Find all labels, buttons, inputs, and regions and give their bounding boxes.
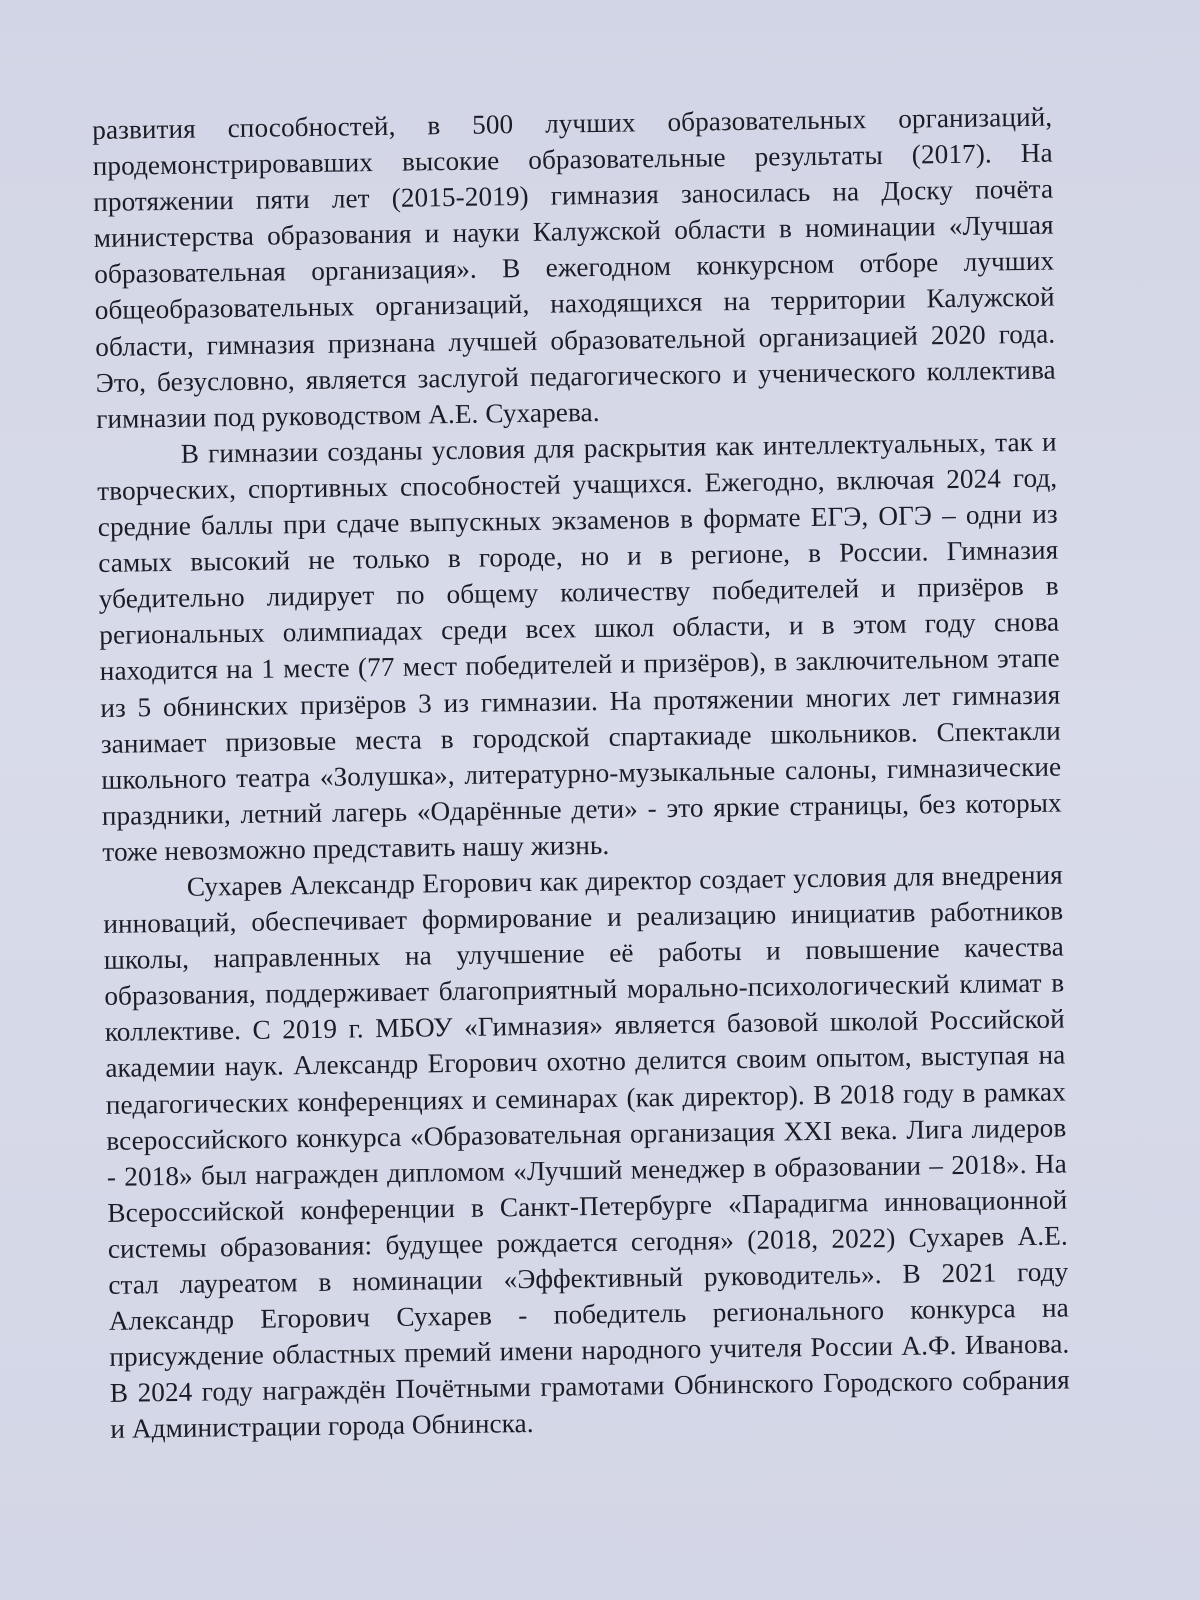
paragraph-conditions: В гимназии созданы условия для раскрытия как интеллектуальных, так и творческих, спортивных способностей учащихся. Ежегодно, включая 2024 год, средние баллы при сдаче выпускных экзаменов в формате ЕГЭ, ОГЭ – одни из самых высокий не только в городе, но и в регионе, в России. Гимназия убедительно лидирует по общему количеству победителей и призёров в региональных олимпиадах среди всех школ области, и в этом году снова находится на 1 месте (77 мест победителей и призёров), в заключительном этапе из 5 обнинских призёров 3 из гимназии. На протяжении многих лет гимназия занимает призовые места в городской спартакиаде школьников. Спектакли школьного театра «Золушка», литературно-музыкальные салоны, гимназические праздники, летний лагерь «Одарённые дети» - это яркие страницы, без которых тоже невозможно представить нашу жизнь. bbox=[97, 426, 1062, 867]
document-body bbox=[92, 99, 1071, 1448]
paragraph-director: Сухарев Александр Егорович как директор создает условия для внедрения инноваций, обеспечивает формирование и реализацию инициатив работников школы, направленных на улучшение её работы и повышение качества образования, поддерживает благоприятный морально-психологический климат в коллективе. С 2019 г. МБОУ «Гимназия» является базовой школой Российской академии наук. Александр Егорович охотно делится своим опытом, выступая на педагогических конференциях и семинарах (как директор). В 2018 году в рамках всероссийского конкурса «Образовательная организация XXI века. Лига лидеров - 2018» был награжден дипломом «Лучший менеджер в образовании – 2018». На Всероссийской конференции в Санкт-Петербурге «Парадигма инновационной системы образования: будущее рождается сегодня» (2018, 2022) Сухарев А.Е. стал лауреатом в номинации «Эффективный руководитель». В 2021 году Александр Егорович Сухарев - победитель регионального конкурса на присуждение областных премий имени народного учителя России А.Ф. Иванова. В 2024 году награждён Почётными грамотами Обнинского Городского собрания и Администрации города Обнинска. bbox=[103, 859, 1071, 1445]
paragraph-achievements: развития способностей, в 500 лучших образовательных организаций, продемонстрировавших высокие образовательные результаты (2017). На протяжении пяти лет (2015-2019) гимназия заносилась на Доску почёта министерства образования и науки Калужской области в номинации «Лучшая образовательная организация». В ежегодном конкурсном отборе лучших общеобразовательных организаций, находящихся на территории Калужской области, гимназия признана лучшей образовательной организацией 2020 года. Это, безусловно, является заслугой педагогического и ученического коллектива гимназии под руководством А.Е. Сухарева. bbox=[92, 101, 1056, 434]
